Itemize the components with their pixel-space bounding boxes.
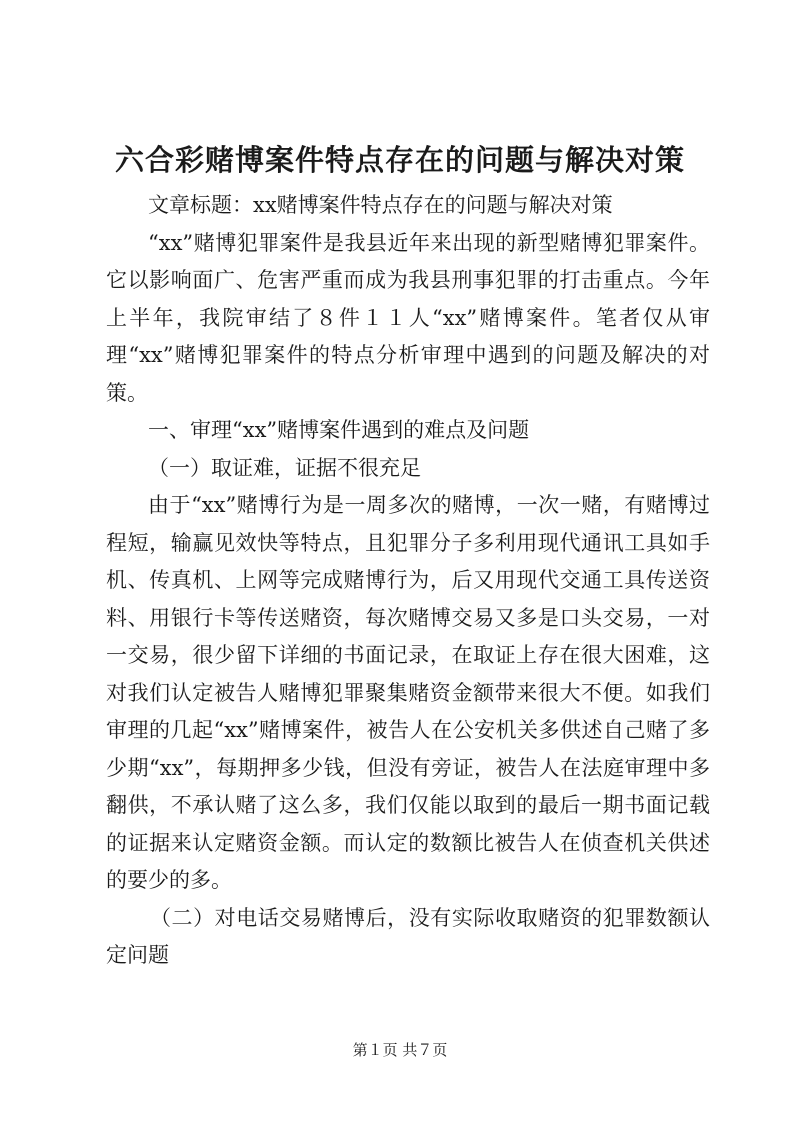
document-body [106,187,710,975]
evidence-paragraph: 由于“xx”赌博行为是一周多次的赌博，一次一赌，有赌博过程短，输赢见效快等特点，且犯罪分子多利用现代通讯工具如手机、传真机、上网等完成赌博行为，后又用现代交通工具传送资料、用银行卡等传送赌资，每次赌博交易又多是口头交易，一对一交易，很少留下详细的书面记录，在取证上存在很大困难，这对我们认定被告人赌博犯罪聚集赌资金额带来很大不便。如我们审理的几起“xx”赌博案件，被告人在公安机关多供述自己赌了多少期“xx”，每期押多少钱，但没有旁证，被告人在法庭审理中多翻供，不承认赌了这么多，我们仅能以取到的最后一期书面记载的证据来认定赌资金额。而认定的数额比被告人在侦查机关供述的要少的多。 [106,493,710,892]
subsection-heading-1: （一）取证难，证据不很充足 [148,455,421,480]
article-heading-line: 文章标题：xx赌博案件特点存在的问题与解决对策 [148,193,613,217]
document-title: 六合彩赌博案件特点存在的问题与解决对策 [114,143,685,177]
section-heading-1: 一、审理“xx”赌博案件遇到的难点及问题 [148,418,530,442]
page-number-footer: 第１页 共７页 [352,1041,448,1059]
subsection-heading-2: （二）对电话交易赌博后，没有实际收取赌资的犯罪数额认定问题 [106,905,710,967]
intro-paragraph: “xx”赌博犯罪案件是我县近年来出现的新型赌博犯罪案件。它以影响面广、危害严重而成为我县刑事犯罪的打击重点。今年上半年，我院审结了８件１１人“xx”赌博案件。笔者仅从审理“xx”赌博犯罪案件的特点分析审理中遇到的问题及解决的对策。 [106,230,710,405]
